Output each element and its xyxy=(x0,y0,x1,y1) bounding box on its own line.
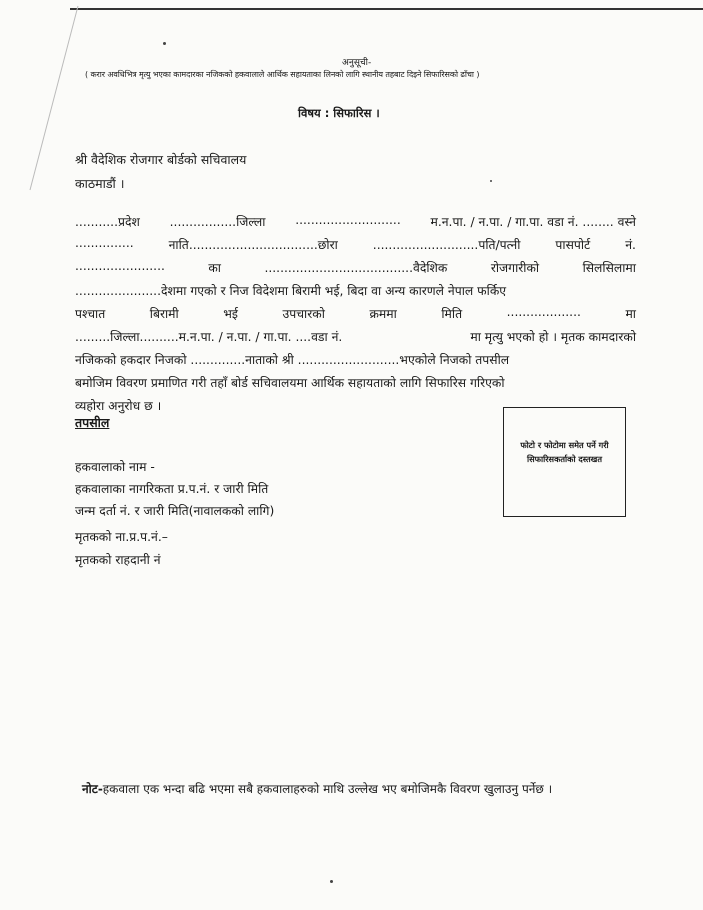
scan-speck xyxy=(163,42,166,45)
body-segment: ...........प्रदेश xyxy=(75,215,140,229)
annex-description: ( करार अवधिभित्र मृत्यु भएका कामदारका नजिकको हकवालाले आर्थिक सहायताका लिनको लागि स्थानीय तहबाट दिइने सिफारिसको ढाँचा ) xyxy=(85,70,480,79)
scan-speck xyxy=(330,880,333,883)
field-heir-name: हकवालाको नाम - xyxy=(75,460,155,474)
body-line xyxy=(75,236,636,253)
body-segment: .........जिल्ला..........म.न.पा. / न.पा. / गा.पा. ....वडा नं. xyxy=(75,330,343,344)
body-segment: रोजगारीको xyxy=(490,261,540,275)
field-deceased-citizenship: मृतकको ना.प्र.प.नं.– xyxy=(75,530,168,544)
body-segment: बमोजिम विवरण प्रमाणित गरी तहाँ बोर्ड सचिवालयमा आर्थिक सहायताको लागि सिफारिस गरिएको xyxy=(75,376,505,390)
body-segment: क्रममा xyxy=(369,307,397,321)
body-segment: व्यहोरा अनुरोध छ । xyxy=(75,399,162,413)
body-segment: ................... xyxy=(506,305,581,319)
body-segment: ......................देशमा गएको र निज विदेशमा बिरामी भई, बिदा वा अन्य कारणले नेपाल फर्किए xyxy=(75,284,507,298)
photo-box-text: फोटो र फोटोमा समेत पर्ने गरी सिफारिसकर्ताको दस्तखत xyxy=(520,440,609,464)
body-line xyxy=(75,305,636,322)
body-segment: म.न.पा. / न.पा. / गा.पा. वडा नं. ........ वस्ने xyxy=(430,215,636,229)
recipient-city: काठमाडौं । xyxy=(75,176,125,191)
field-deceased-passport: मृतकको राहदानी नं xyxy=(75,553,161,567)
body-segment: ......................................वैदेशिक xyxy=(264,261,448,275)
body-segment: नजिकको हकदार निजको ..............नाताको श्री ..........................भएकोले निजको तपसील xyxy=(75,353,510,367)
photo-signature-box xyxy=(503,407,626,517)
body-segment: का xyxy=(208,261,221,275)
body-line xyxy=(75,259,636,276)
note-text: हकवाला एक भन्दा बढि भएमा सबै हकवालाहरुको माथि उल्लेख भए बमोजिमकै विवरण खुलाउनु पर्नेछ । xyxy=(102,782,553,796)
body-segment: ............... xyxy=(75,236,134,250)
body-segment: उपचारको xyxy=(282,307,325,321)
body-segment: पश्चात xyxy=(75,307,106,321)
body-segment: ........................... xyxy=(295,213,401,227)
body-segment: ....................... xyxy=(75,259,165,273)
body-line xyxy=(75,351,636,368)
note-line xyxy=(82,780,552,797)
note-label: नोट- xyxy=(82,782,103,796)
body-segment: नं. xyxy=(625,238,636,252)
body-segment: नाति.................................छोरा xyxy=(168,238,338,252)
annex-label: अनुसूची- xyxy=(342,58,372,68)
body-line xyxy=(75,282,636,299)
body-segment: बिरामी xyxy=(149,307,179,321)
body-segment: ...........................पति/पत्नी xyxy=(372,238,521,252)
body-segment: सिलसिलामा xyxy=(582,261,636,275)
body-segment: .................जिल्ला xyxy=(169,215,266,229)
body-segment: पासपोर्ट xyxy=(555,238,591,252)
body-segment: मिति xyxy=(441,307,463,321)
body-line xyxy=(75,328,636,345)
recipient-office: श्री वैदेशिक रोजगार बोर्डको सचिवालय xyxy=(75,152,247,167)
body-segment: मा मृत्यु भएको हो । मृतक कामदारको xyxy=(470,330,636,344)
subject-line: विषय : सिफारिस । xyxy=(298,106,380,120)
body-line xyxy=(75,213,636,230)
field-heir-citizenship: हकवालाका नागरिकता प्र.प.नं. र जारी मिति xyxy=(75,482,269,496)
body-segment: भई xyxy=(223,307,238,321)
body-line xyxy=(75,374,636,391)
scan-speck xyxy=(490,180,492,182)
details-heading: तपसील xyxy=(75,415,110,430)
body-segment: मा xyxy=(625,307,636,321)
scan-edge-line xyxy=(70,8,703,10)
scan-fold-line xyxy=(0,0,80,200)
field-birth-registration: जन्म दर्ता नं. र जारी मिति(नावालकको लागि) xyxy=(75,504,275,518)
